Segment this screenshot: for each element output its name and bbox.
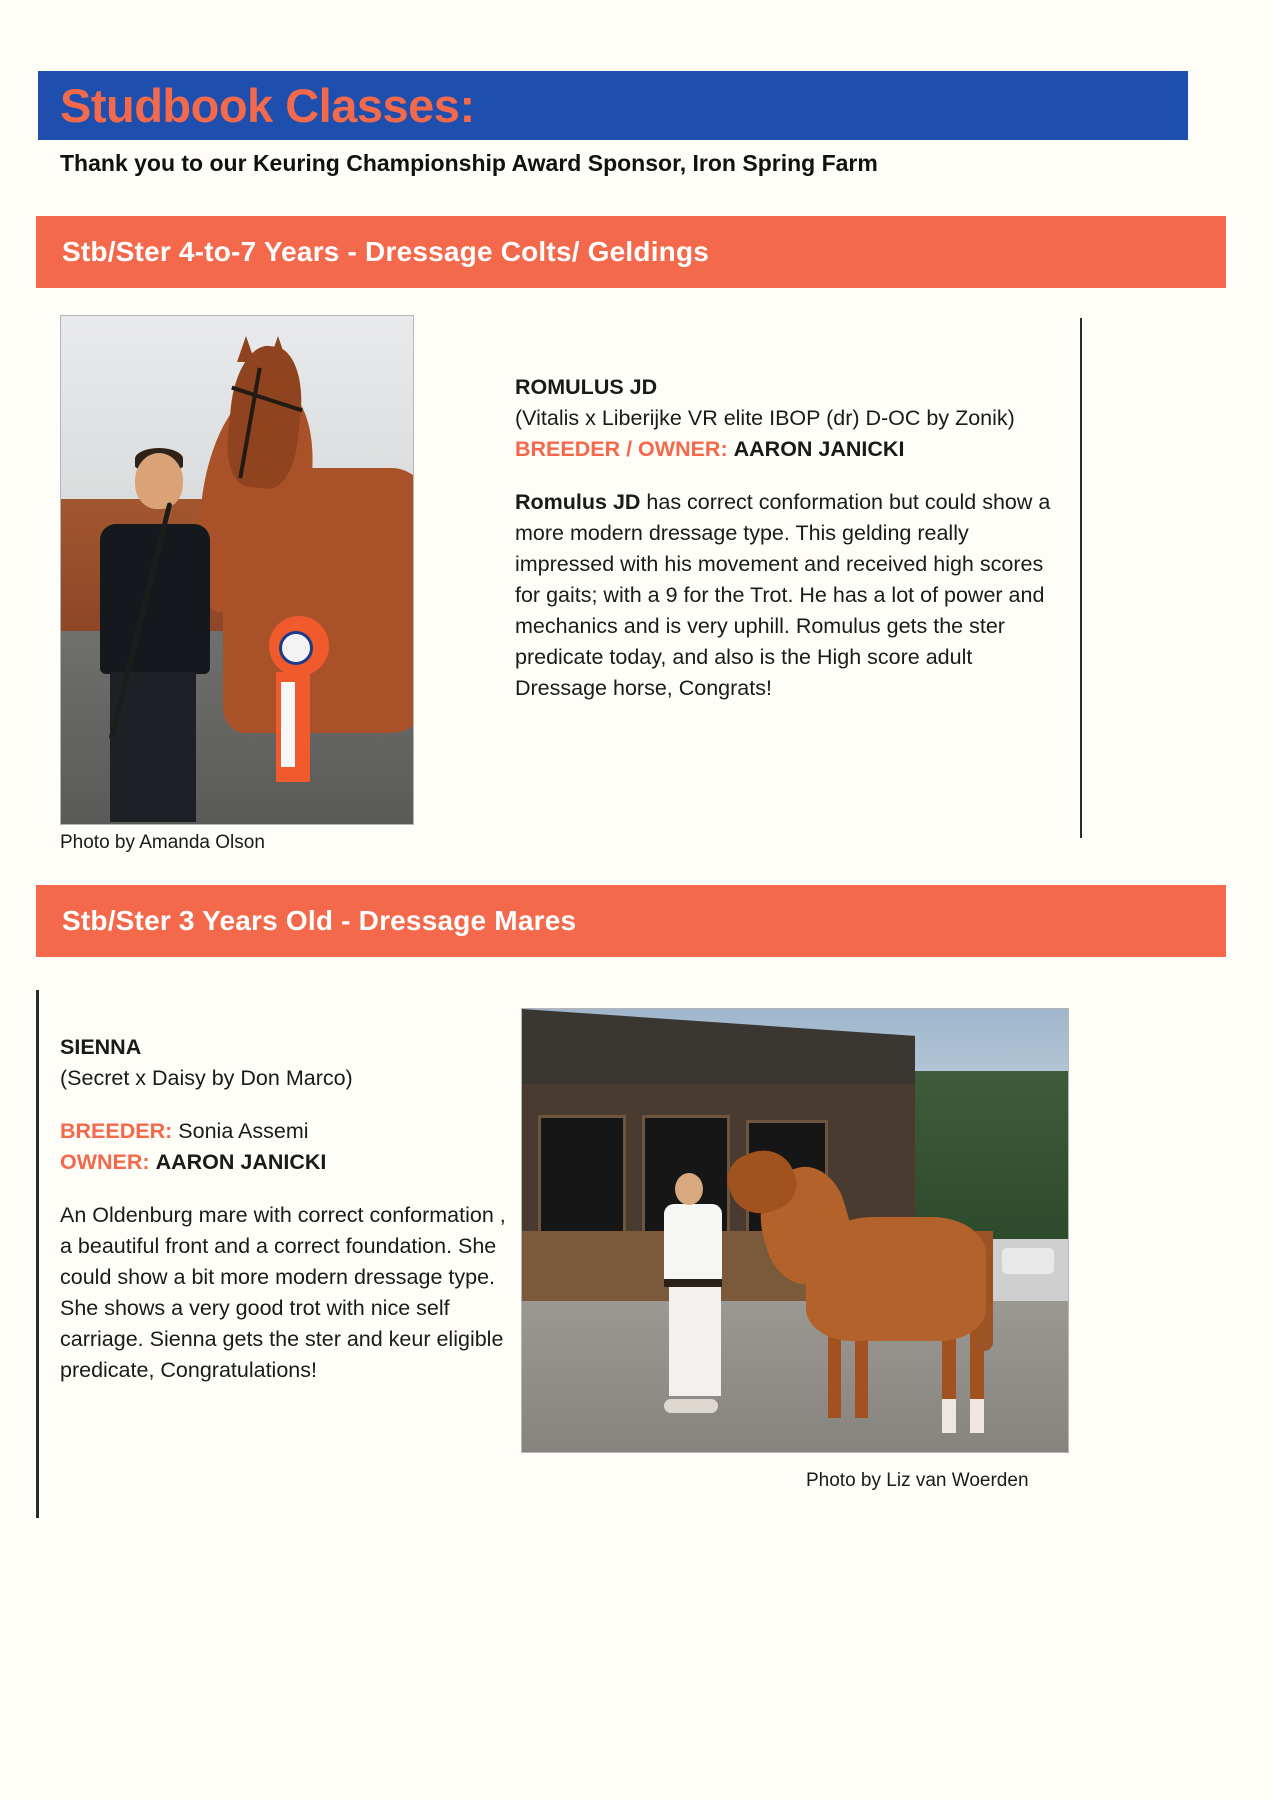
horse-sock-marking-shape — [942, 1399, 956, 1433]
horse-pedigree: (Vitalis x Liberijke VR elite IBOP (dr) D-OC by Zonik) — [515, 405, 1015, 430]
spacer — [515, 465, 1065, 487]
handler-shoe-shape — [664, 1399, 718, 1413]
page-title-bar — [38, 71, 1188, 140]
photo-caption-romulus: Photo by Amanda Olson — [60, 832, 265, 853]
photo-caption-sienna: Photo by Liz van Woerden — [806, 1470, 1029, 1491]
horse-description — [515, 487, 1065, 704]
breeder-owner-label: BREEDER / OWNER: — [515, 436, 728, 461]
horse-leg-shape — [828, 1328, 841, 1418]
horse-description-lead: Romulus JD — [515, 489, 641, 514]
section-divider-right — [1080, 318, 1082, 838]
page-title: Studbook Classes: — [60, 79, 475, 132]
horse-entry-romulus — [515, 372, 1065, 704]
horse-name: ROMULUS JD — [515, 375, 658, 399]
section-banner-label: Stb/Ster 4-to-7 Years - Dressage Colts/ Geldings — [62, 236, 710, 267]
section-banner-label: Stb/Ster 3 Years Old - Dressage Mares — [62, 905, 577, 936]
section-divider-left — [36, 990, 39, 1518]
handler-pants-shape — [669, 1286, 721, 1396]
owner-label: OWNER: — [60, 1149, 150, 1174]
breeder-label: BREEDER: — [60, 1118, 173, 1143]
handler-shirt-shape — [664, 1204, 722, 1282]
section-banner-dressage-mares — [36, 885, 1226, 957]
horse-sock-marking-shape — [970, 1399, 984, 1433]
horse-photo-romulus — [60, 315, 414, 825]
handler-belt-shape — [664, 1279, 722, 1287]
horse-name: SIENNA — [60, 1035, 142, 1059]
section-banner-colts-geldings — [36, 216, 1226, 288]
spacer — [60, 1178, 510, 1200]
horse-pedigree: (Secret x Daisy by Don Marco) — [60, 1065, 353, 1090]
horse-description-body: has correct conformation but could show a more modern dressage type. This gelding really impressed with his movement and received high scores for gaits; with a 9 for the Trot. He has a lot of power and mechanics and is very uphill. Romulus gets the ster predicate today, and also is the High score adult Dressage horse, Congrats! — [515, 489, 1051, 700]
owner-value: AARON JANICKI — [155, 1149, 327, 1174]
handler-shirt-shape — [100, 524, 210, 674]
rosette-ribbon-stripe-shape — [281, 682, 295, 767]
parked-truck-shape — [1002, 1248, 1054, 1274]
owner-line — [60, 1147, 510, 1178]
horse-entry-sienna — [60, 1032, 510, 1386]
handler-head-shape — [135, 453, 183, 509]
handler-head-shape — [675, 1173, 703, 1205]
breeder-line — [60, 1116, 510, 1147]
spacer — [60, 1094, 510, 1116]
horse-description: An Oldenburg mare with correct conformation , a beautiful front and a correct foundation. She could show a bit more modern dressage type. She shows a very good trot with nice self carriage. Sienna gets the ster and keur eligible predicate, Congratulations! — [60, 1202, 506, 1382]
horse-photo-sienna — [521, 1008, 1069, 1453]
rosette-center-shape — [279, 631, 313, 665]
sponsor-line: Thank you to our Keuring Championship Award Sponsor, Iron Spring Farm — [60, 150, 878, 176]
breeder-value: Sonia Assemi — [178, 1118, 309, 1143]
breeder-owner-value: AARON JANICKI — [733, 436, 905, 461]
breeder-owner-line — [515, 434, 1065, 465]
horse-leg-shape — [855, 1328, 868, 1418]
